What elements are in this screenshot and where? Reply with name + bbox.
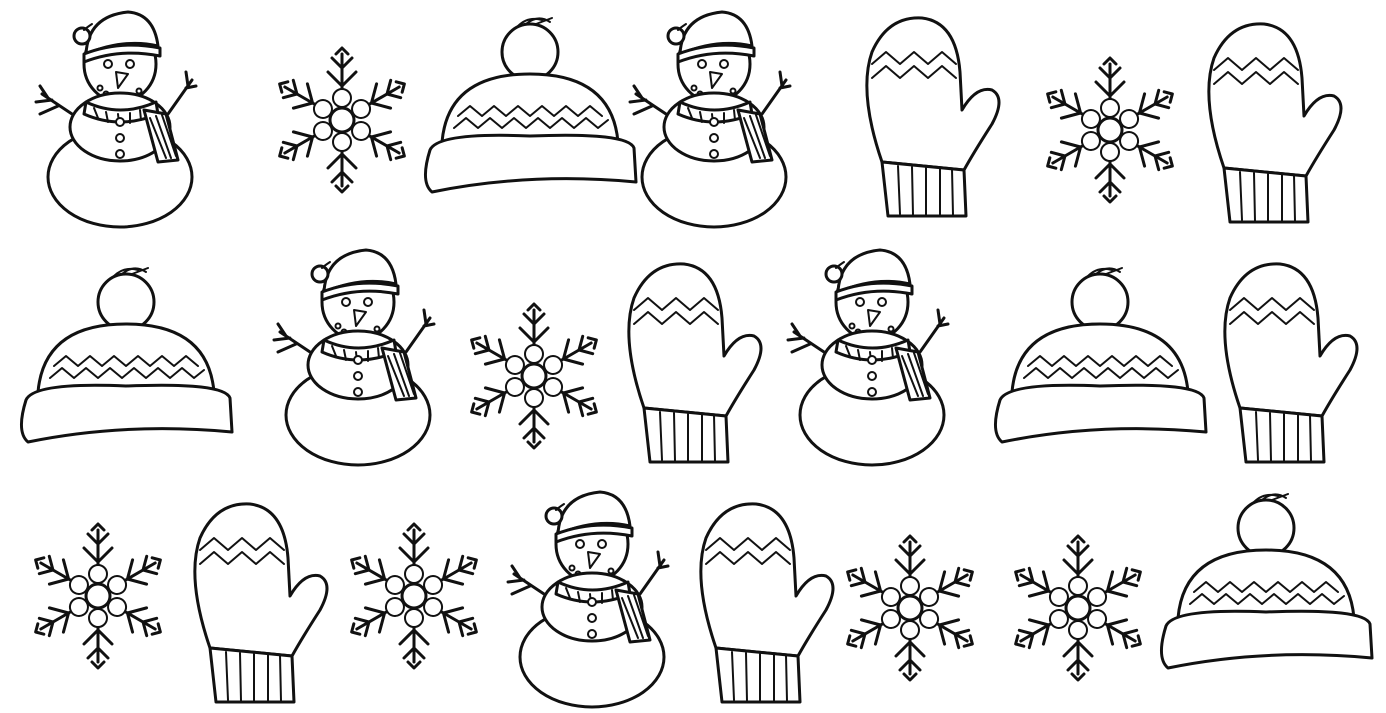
snowflake-icon xyxy=(273,48,412,192)
mitten-icon xyxy=(867,18,999,216)
snowflake-icon xyxy=(465,304,604,448)
mitten-icon xyxy=(1209,24,1341,222)
snowflake-icon xyxy=(1009,536,1148,680)
snowman-icon xyxy=(508,492,668,707)
mitten-icon xyxy=(195,504,327,702)
winter-hat-icon xyxy=(21,268,232,442)
snowman-icon xyxy=(788,250,948,465)
mitten-icon xyxy=(701,504,833,702)
mitten-icon xyxy=(1225,264,1357,462)
snowman-icon xyxy=(274,250,434,465)
snowman-icon xyxy=(630,12,790,227)
winter-hat-icon xyxy=(995,268,1206,442)
winter-hat-icon xyxy=(425,18,636,192)
snowman-icon xyxy=(36,12,196,227)
snowflake-icon xyxy=(345,524,484,668)
snowflake-icon xyxy=(29,524,168,668)
snowflake-icon xyxy=(841,536,980,680)
snowflake-icon xyxy=(1041,58,1180,202)
winter-hat-icon xyxy=(1161,494,1372,668)
mitten-icon xyxy=(629,264,761,462)
